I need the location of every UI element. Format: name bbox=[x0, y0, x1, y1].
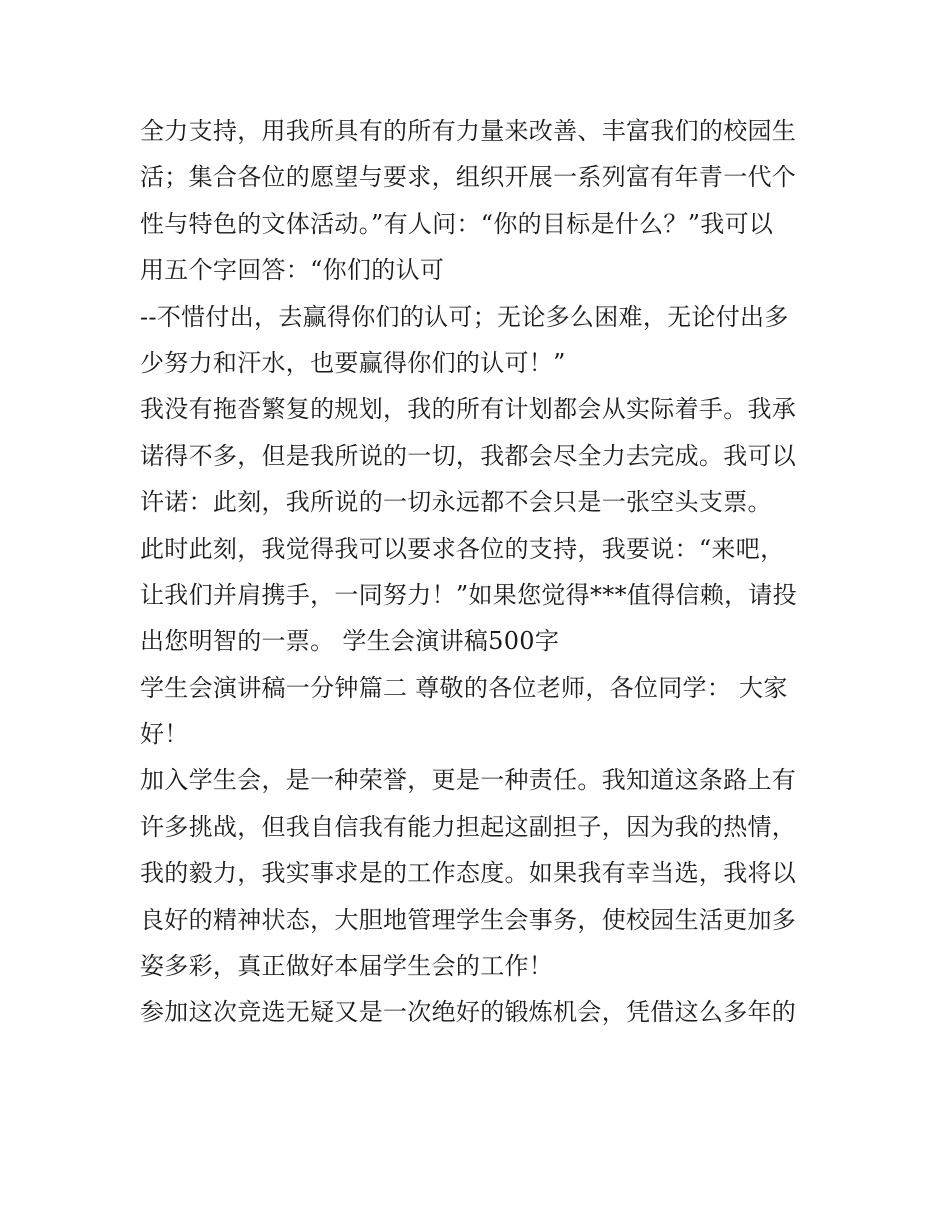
text-line: 许多挑战，但我自信我有能力担起这副担子，因为我的热情， bbox=[140, 812, 797, 841]
text-line: 参加这次竞选无疑又是一次绝好的锻炼机会，凭借这么多年的 bbox=[140, 998, 797, 1027]
text-line: 好！ bbox=[140, 720, 189, 749]
document-body bbox=[140, 108, 830, 1036]
text-line: 加入学生会，是一种荣誉，更是一种责任。我知道这条路上有 bbox=[140, 766, 797, 795]
text-line: 活；集合各位的愿望与要求，组织开展一系列富有年青一代个 bbox=[140, 163, 797, 192]
text-line: 姿多彩，真正做好本届学生会的工作！ bbox=[140, 952, 554, 981]
text-line: 出您明智的一票。 学生会演讲稿500字 bbox=[140, 627, 560, 656]
text-line: 学生会演讲稿一分钟篇二 尊敬的各位老师，各位同学： 大家 bbox=[140, 673, 788, 702]
text-line: --不惜付出，去赢得你们的认可；无论多么困难，无论付出多 bbox=[140, 302, 789, 331]
text-line: 此时此刻，我觉得我可以要求各位的支持，我要说：“来吧， bbox=[140, 534, 785, 563]
text-line: 性与特色的文体活动。”有人问：“你的目标是什么？”我可以 bbox=[140, 209, 774, 238]
text-line: 让我们并肩携手，一同努力！”如果您觉得***值得信赖，请投 bbox=[140, 580, 797, 609]
text-line: 我的毅力，我实事求是的工作态度。如果我有幸当选，我将以 bbox=[140, 859, 797, 888]
text-line: 良好的精神状态，大胆地管理学生会事务，使校园生活更加多 bbox=[140, 905, 797, 934]
text-line: 许诺：此刻，我所说的一切永远都不会只是一张空头支票。 bbox=[140, 488, 772, 517]
text-line: 少努力和汗水，也要赢得你们的认可！” bbox=[140, 348, 566, 377]
text-line: 我没有拖沓繁复的规划，我的所有计划都会从实际着手。我承 bbox=[140, 395, 797, 424]
text-line: 全力支持，用我所具有的所有力量来改善、丰富我们的校园生 bbox=[140, 117, 797, 145]
text-line: 诺得不多，但是我所说的一切，我都会尽全力去完成。我可以 bbox=[140, 441, 797, 470]
text-line: 用五个字回答：“你们的认可 bbox=[140, 256, 445, 285]
